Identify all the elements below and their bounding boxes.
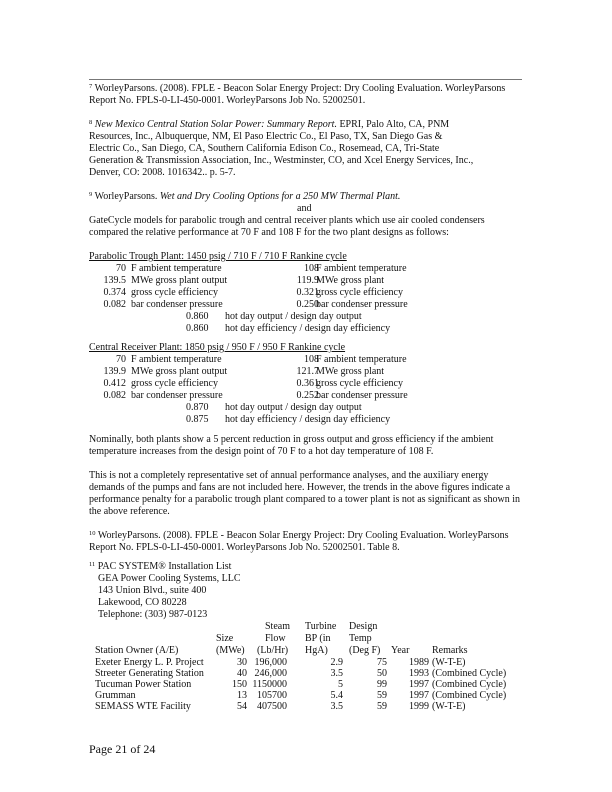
value: 108 (304, 263, 319, 274)
header-turbine: Turbine (305, 621, 337, 632)
data-row (0, 287, 612, 299)
value: 0.250 (296, 299, 319, 310)
cell-bp: 5 (338, 679, 343, 690)
footnote-8-line4: Generation & Transmission Association, Inc., Westminster, CO, and Xcel Energy Services, Inc., (89, 155, 474, 166)
header-design: Design (349, 621, 378, 632)
footnote-9-line4: compared the relative performance at 70 F and 108 F for the two plant designs as follows: (89, 227, 449, 238)
footnote-8-line5: Denver, CO: 2008. 1016342.. p. 5-7. (89, 167, 236, 178)
paragraph-1-line2: temperature increases from the design point of 70 F to a hot day temperature of 108 F. (89, 446, 434, 457)
paragraph-2-line1: This is not a completely representative set of annual performance analyses, and the auxiliary energy (89, 470, 489, 481)
data-row (0, 390, 612, 402)
value: 0.412 (103, 378, 126, 389)
cell-owner: SEMASS WTE Facility (95, 701, 191, 712)
paragraph-2-line2: demands of the pumps and fans are not included here. However, the trends in the above figures indicate a (89, 482, 511, 493)
cell-remarks: (Combined Cycle) (432, 690, 507, 701)
value: 0.860 (186, 323, 209, 334)
footnote-11 (89, 561, 231, 573)
cell-bp: 2.9 (330, 657, 343, 668)
label: gross cycle efficiency (316, 287, 403, 298)
footnote-8-line3: Electric Co., San Diego, CA, Southern California Edison Co., Rosemead, CA, Tri-State (89, 143, 440, 154)
value: 0.870 (186, 402, 209, 413)
footnote-number: 11 (89, 561, 96, 568)
value: 0.321 (296, 287, 319, 298)
header-steam: Steam (265, 621, 290, 632)
footnote-number: 8 (89, 119, 93, 126)
value: 0.860 (186, 311, 209, 322)
ratio-row (0, 323, 612, 335)
data-row (0, 354, 612, 366)
cell-temp: 59 (377, 690, 387, 701)
cell-year: 1989 (409, 657, 429, 668)
ratio-row (0, 402, 612, 414)
footnote-10-line2: Report No. FPLS-0-LI-450-0001. WorleyParsons Job No. 52002501. Table 8. (89, 542, 400, 553)
header-flow: Flow (265, 633, 286, 644)
footnote-9-line3: GateCycle models for parabolic trough and central receiver plants which use air cooled condensers (89, 215, 485, 226)
label: F ambient temperature (316, 263, 407, 274)
value: 70 (116, 354, 126, 365)
value: 108 (304, 354, 319, 365)
cell-flow: 1150000 (252, 679, 287, 690)
label: hot day output / design day output (225, 402, 362, 413)
value: 121.7 (296, 366, 319, 377)
cell-size: 40 (237, 668, 247, 679)
footnote-7 (89, 83, 505, 95)
data-row (0, 378, 612, 390)
label: gross cycle efficiency (316, 378, 403, 389)
label: MWe gross plant (316, 366, 385, 377)
header-temp: Temp (349, 633, 372, 644)
cell-bp: 3.5 (330, 701, 343, 712)
footnote-number: 7 (89, 83, 93, 90)
label: bar condenser pressure (316, 299, 408, 310)
header-remarks: Remarks (432, 645, 468, 656)
parabolic-trough-heading: Parabolic Trough Plant: 1450 psig / 710 F / 710 F Rankine cycle (89, 251, 347, 262)
label: hot day efficiency / design day efficiency (225, 323, 391, 334)
header-bp-in: BP (in (305, 633, 331, 644)
paragraph-2-line3: performance penalty for a parabolic trough plant compared to a tower plant is not as significant as shown in (89, 494, 520, 505)
cell-flow: 105700 (257, 690, 287, 701)
footnote-10 (89, 530, 509, 542)
page-number: Page 21 of 24 (89, 742, 156, 756)
cell-flow: 196,000 (254, 657, 287, 668)
cell-year: 1999 (409, 701, 429, 712)
footnote-author: WorleyParsons. (94, 191, 160, 202)
label: bar condenser pressure (131, 299, 223, 310)
company-address: 143 Union Blvd., suite 400 (98, 585, 207, 596)
value: 139.9 (103, 366, 126, 377)
cell-remarks: (Combined Cycle) (432, 679, 507, 690)
footnote-9 (89, 191, 400, 203)
label: MWe gross plant output (131, 366, 228, 377)
footnote-separator-rule (89, 79, 522, 80)
data-row (0, 299, 612, 311)
cell-owner: Tucuman Power Station (95, 679, 192, 690)
header-station-owner: Station Owner (A/E) (95, 645, 179, 656)
cell-size: 13 (237, 690, 247, 701)
label: F ambient temperature (131, 263, 222, 274)
report-title: New Mexico Central Station Solar Power: Summary Report. (94, 119, 337, 130)
cell-year: 1997 (409, 679, 429, 690)
label: hot day efficiency / design day efficiency (225, 414, 391, 425)
label: gross cycle efficiency (131, 378, 218, 389)
value: 0.252 (296, 390, 319, 401)
label: bar condenser pressure (131, 390, 223, 401)
data-row (0, 263, 612, 275)
value: 0.875 (186, 414, 209, 425)
header-size: Size (216, 633, 234, 644)
cell-bp: 5.4 (330, 690, 343, 701)
label: F ambient temperature (131, 354, 222, 365)
label: bar condenser pressure (316, 390, 408, 401)
value: 119.9 (296, 275, 319, 286)
cell-size: 30 (237, 657, 247, 668)
data-row (0, 275, 612, 287)
footnote-text: EPRI, Palo Alto, CA, PNM (336, 119, 450, 130)
label: F ambient temperature (316, 354, 407, 365)
header-mwe: (MWe) (216, 645, 245, 656)
footnote-8-line2: Resources, Inc., Albuquerque, NM, El Paso Electric Co., El Paso, TX, San Diego Gas & (89, 131, 443, 142)
header-hga: HgA) (305, 645, 328, 656)
cell-bp: 3.5 (330, 668, 343, 679)
ratio-row (0, 311, 612, 323)
cell-year: 1997 (409, 690, 429, 701)
label: gross cycle efficiency (131, 287, 218, 298)
paragraph-1-line1: Nominally, both plants show a 5 percent reduction in gross output and gross efficiency if the ambient (89, 434, 494, 445)
company-phone: Telephone: (303) 987-0123 (98, 609, 208, 620)
footnote-7-line2: Report No. FPLS-0-LI-450-0001. WorleyParsons Job No. 52002501. (89, 95, 366, 106)
cell-temp: 99 (377, 679, 387, 690)
cell-owner: Streeter Generating Station (95, 668, 204, 679)
paragraph-2-line4: the above reference. (89, 506, 170, 517)
footnote-9-and: and (297, 203, 312, 214)
cell-year: 1993 (409, 668, 429, 679)
footnote-8 (89, 119, 449, 131)
company-name: GEA Power Cooling Systems, LLC (98, 573, 241, 584)
footnote-number: 10 (89, 530, 96, 537)
header-year: Year (391, 645, 410, 656)
footnote-text: WorleyParsons. (2008). FPLE - Beacon Solar Energy Project: Dry Cooling Evaluation. WorleyParsons (97, 530, 509, 541)
header-lbhr: (Lb/Hr) (257, 645, 289, 656)
cell-size: 54 (237, 701, 247, 712)
label: hot day output / design day output (225, 311, 362, 322)
label: MWe gross plant (316, 275, 385, 286)
cell-owner: Grumman (95, 690, 136, 701)
footnote-number: 9 (89, 191, 93, 198)
central-receiver-heading: Central Receiver Plant: 1850 psig / 950 F / 950 F Rankine cycle (89, 342, 346, 353)
cell-owner: Exeter Energy L. P. Project (95, 657, 204, 668)
value: 0.082 (103, 299, 126, 310)
footnote-text: WorleyParsons. (2008). FPLE - Beacon Solar Energy Project: Dry Cooling Evaluation. WorleyParsons (94, 83, 506, 94)
cell-remarks: (Combined Cycle) (432, 668, 507, 679)
value: 70 (116, 263, 126, 274)
cell-temp: 50 (377, 668, 387, 679)
report-title: Wet and Dry Cooling Options for a 250 MW Thermal Plant. (159, 191, 401, 202)
header-degf: (Deg F) (349, 645, 381, 656)
cell-temp: 59 (377, 701, 387, 712)
value: 139.5 (103, 275, 126, 286)
value: 0.082 (103, 390, 126, 401)
label: MWe gross plant output (131, 275, 228, 286)
cell-temp: 75 (377, 657, 387, 668)
company-city: Lakewood, CO 80228 (98, 597, 187, 608)
cell-remarks: (W-T-E) (432, 701, 466, 712)
value: 0.361 (296, 378, 319, 389)
footnote-text: PAC SYSTEM® Installation List (97, 561, 232, 572)
cell-remarks: (W-T-E) (432, 657, 466, 668)
ratio-row (0, 414, 612, 426)
value: 0.374 (103, 287, 126, 298)
data-row (0, 366, 612, 378)
cell-flow: 407500 (257, 701, 287, 712)
cell-flow: 246,000 (254, 668, 287, 679)
cell-size: 150 (232, 679, 247, 690)
